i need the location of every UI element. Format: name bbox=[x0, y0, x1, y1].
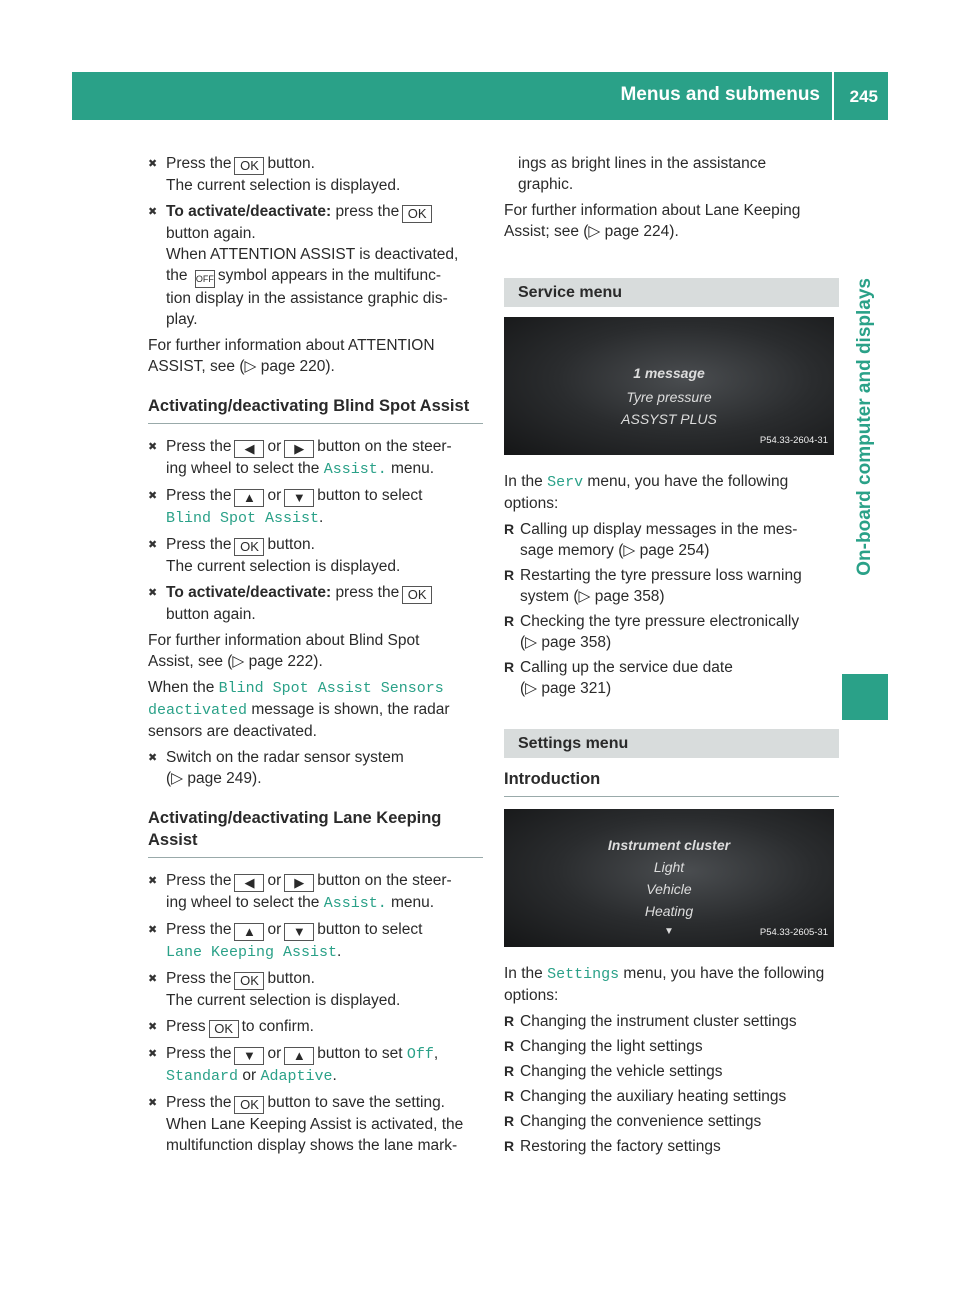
step: ✖ Press the OK button to save the setting. When Lane Keeping Assist is activated, the multifunction display shows the lane mark- bbox=[148, 1092, 483, 1156]
header-separator bbox=[832, 72, 834, 120]
scroll-down-icon: ▼ bbox=[664, 926, 674, 937]
right-arrow-key-icon: ▶ bbox=[284, 440, 314, 458]
left-arrow-key-icon: ◀ bbox=[234, 874, 264, 892]
section-heading: Activating/deactivating Blind Spot Assist bbox=[148, 395, 483, 424]
paragraph: In the Settings menu, you have the following options: bbox=[504, 965, 825, 1004]
step: ✖ Press the ▼ or ▲ button to set Off, Standard or Adaptive. bbox=[148, 1043, 483, 1087]
list-item: R Calling up the service due date (▷ page 321) bbox=[504, 657, 839, 699]
step: ✖ Press the OK button. The current selection is displayed. bbox=[148, 153, 483, 196]
step: ✖ Press the ◀ or ▶ button on the steer- ing wheel to select the Assist. menu. bbox=[148, 436, 483, 480]
list-item: R Changing the vehicle settings bbox=[504, 1061, 839, 1082]
paragraph: For further information about ATTENTION ASSIST, see (▷ page 220). bbox=[148, 337, 435, 375]
subsection-heading: Introduction bbox=[504, 768, 839, 797]
paragraph: For further information about Blind Spot Assist, see (▷ page 222). bbox=[148, 632, 420, 670]
side-tab-label: On-board computer and displays bbox=[854, 278, 875, 576]
ok-key-icon: OK bbox=[234, 157, 264, 175]
settings-menu-screen: Instrument cluster Light Vehicle Heating ▼ P54.33-2605-31 bbox=[504, 809, 834, 947]
list-item: R Changing the instrument cluster settings bbox=[504, 1011, 839, 1032]
up-arrow-key-icon: ▲ bbox=[284, 1047, 314, 1065]
side-marker bbox=[842, 674, 888, 720]
service-menu-screen: 1 message Tyre pressure ASSYST PLUS P54.33-2604-31 bbox=[504, 317, 834, 455]
section-heading: Service menu bbox=[504, 278, 839, 307]
list-item: R Restoring the factory settings bbox=[504, 1136, 839, 1157]
ok-key-icon: OK bbox=[402, 205, 432, 223]
list-item: R Calling up display messages in the mes- sage memory (▷ page 254) bbox=[504, 519, 839, 561]
down-arrow-key-icon: ▼ bbox=[284, 923, 314, 941]
right-column bbox=[504, 153, 839, 1161]
attention-off-icon: OFF bbox=[195, 270, 215, 288]
down-arrow-key-icon: ▼ bbox=[234, 1047, 264, 1065]
paragraph: In the Serv menu, you have the following options: bbox=[504, 473, 789, 512]
step: ✖ Press the ▲ or ▼ button to select Blind Spot Assist. bbox=[148, 485, 483, 529]
left-arrow-key-icon: ◀ bbox=[234, 440, 264, 458]
up-arrow-key-icon: ▲ bbox=[234, 923, 264, 941]
header-title: Menus and submenus bbox=[620, 84, 820, 105]
down-arrow-key-icon: ▼ bbox=[284, 489, 314, 507]
step: ✖ To activate/deactivate: press the OK button again. bbox=[148, 582, 483, 625]
list-item: R Restarting the tyre pressure loss warning system (▷ page 358) bbox=[504, 565, 839, 607]
step: ✖ Press the OK button. The current selection is displayed. bbox=[148, 968, 483, 1011]
list-item: R Checking the tyre pressure electronically (▷ page 358) bbox=[504, 611, 839, 653]
step: ✖ Press the OK button. The current selection is displayed. bbox=[148, 534, 483, 577]
step: ✖ Press OK to confirm. bbox=[148, 1016, 483, 1038]
section-heading: Activating/deactivating Lane Keeping Assist bbox=[148, 807, 483, 858]
side-tab bbox=[842, 120, 888, 660]
list-item: R Changing the light settings bbox=[504, 1036, 839, 1057]
page-number: 245 bbox=[849, 87, 878, 106]
list-item: R Changing the auxiliary heating settings bbox=[504, 1086, 839, 1107]
ok-key-icon: OK bbox=[234, 538, 264, 556]
ok-key-icon: OK bbox=[234, 1096, 264, 1114]
step: ✖ To activate/deactivate: press the OK button again. When ATTENTION ASSIST is deactivated, the OFF symbol appears in the multifunc- tion display in the assistance graphic dis- play. bbox=[148, 201, 483, 330]
section-heading: Settings menu bbox=[504, 729, 839, 758]
ok-key-icon: OK bbox=[234, 972, 264, 990]
up-arrow-key-icon: ▲ bbox=[234, 489, 264, 507]
step: ✖ Press the ◀ or ▶ button on the steer- ing wheel to select the Assist. menu. bbox=[148, 870, 483, 914]
list-item: R Changing the convenience settings bbox=[504, 1111, 839, 1132]
step: ✖ Switch on the radar sensor system (▷ page 249). bbox=[148, 747, 483, 789]
paragraph: For further information about Lane Keeping Assist; see (▷ page 224). bbox=[504, 202, 801, 240]
right-arrow-key-icon: ▶ bbox=[284, 874, 314, 892]
left-column bbox=[148, 153, 483, 1161]
ok-key-icon: OK bbox=[209, 1020, 239, 1038]
ok-key-icon: OK bbox=[402, 586, 432, 604]
paragraph: When the Blind Spot Assist Sensors deactivated message is shown, the radar sensors are deactivated. bbox=[148, 679, 450, 740]
header-bar bbox=[72, 72, 888, 120]
step: ✖ Press the ▲ or ▼ button to select Lane Keeping Assist. bbox=[148, 919, 483, 963]
paragraph: ings as bright lines in the assistance graphic. bbox=[518, 155, 767, 193]
